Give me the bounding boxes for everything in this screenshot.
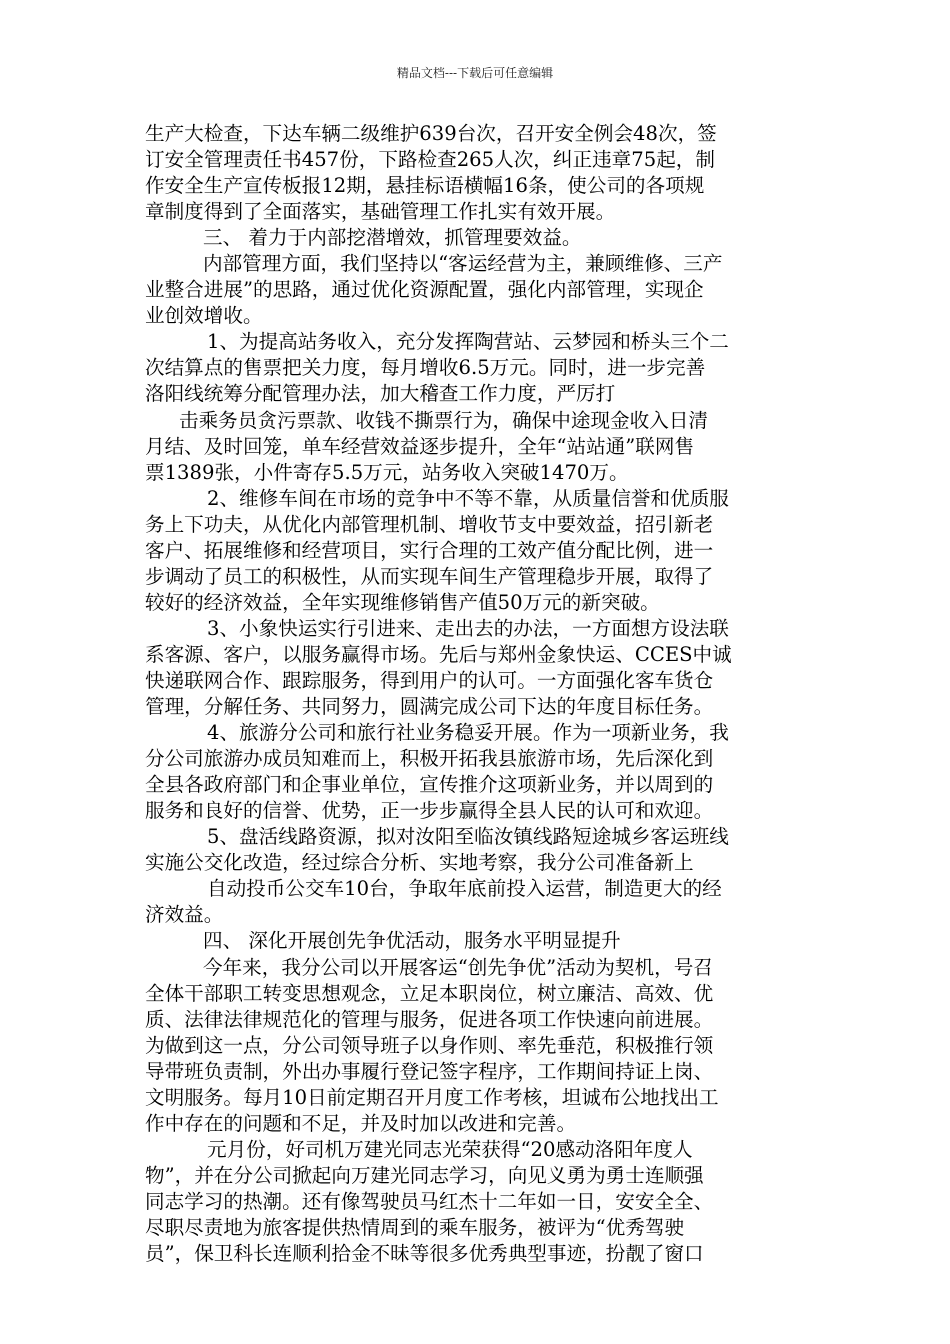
document-body (145, 121, 810, 1267)
text-line: 济效益。 (145, 903, 224, 927)
text-line: 元月份，好司机万建光同志光荣获得“20感动洛阳年度人 (207, 1137, 693, 1161)
text-line: 1、为提高站务收入，充分发挥陶营站、云梦园和桥头三个二 (207, 330, 729, 354)
text-line: 生产大检查，下达车辆二级维护639台次，召开安全例会48次，签 (145, 122, 717, 145)
text-line: 物”，并在分公司掀起向万建光同志学习，向见义勇为勇士连顺强 (145, 1163, 704, 1187)
text-line: 员”，保卫科长连顺利拾金不昧等很多优秀典型事迹，扮靓了窗口 (145, 1242, 704, 1266)
text-line: 同志学习的热潮。还有像驾驶员马红杰十二年如一日，安安全全、 (145, 1189, 714, 1213)
text-line: 质、法律法律规范化的管理与服务，促进各项工作快速向前进展。 (145, 1007, 714, 1031)
text-line: 尽职尽责地为旅客提供热情周到的乘车服务，被评为“优秀驾驶 (145, 1215, 685, 1239)
text-line: 今年来，我分公司以开展客运“创先争优”活动为契机，号召 (203, 955, 713, 979)
text-line: 次结算点的售票把关力度，每月增收6.5万元。同时，进一步完善 (145, 356, 706, 380)
text-line: 客户、拓展维修和经营项目，实行合理的工效产值分配比例，进一 (145, 538, 714, 562)
text-line: 月结、及时回笼，单车经营效益逐步提升，全年“站站通”联网售 (145, 434, 695, 458)
section-heading: 三、 着力于内部挖潜增效，抓管理要效益。 (203, 226, 582, 250)
text-line: 业创效增收。 (145, 304, 263, 328)
text-line: 票1389张，小件寄存5.5万元，站务收入突破1470万。 (145, 460, 629, 484)
text-line: 业整合进展”的思路，通过优化资源配置，强化内部管理，实现企 (145, 278, 704, 302)
text-line: 作安全生产宣传板报12期，悬挂标语横幅16条，使公司的各项规 (145, 174, 705, 198)
text-line: 内部管理方面，我们坚持以“客运经营为主，兼顾维修、三产 (203, 252, 723, 276)
text-line: 洛阳线统筹分配管理办法，加大稽查工作力度，严厉打 (145, 382, 616, 406)
text-line: 全体干部职工转变思想观念，立足本职岗位，树立廉洁、高效、优 (145, 981, 714, 1005)
text-line: 为做到这一点，分公司领导班子以身作则、率先垂范，积极推行领 (145, 1033, 714, 1057)
text-line: 分公司旅游办成员知难而上，积极开拓我县旅游市场，先后深化到 (145, 747, 714, 771)
text-line: 3、小象快运实行引进来、走出去的办法，一方面想方设法联 (207, 616, 729, 640)
text-line: 章制度得到了全面落实，基础管理工作扎实有效开展。 (145, 200, 616, 224)
page-header: 精品文档---下载后可任意编辑 (396, 66, 554, 80)
text-line: 系客源、客户，以服务赢得市场。先后与郑州金象快运、CCES中诚 (145, 642, 732, 666)
text-line: 务上下功夫，从优化内部管理机制、增收节支中要效益，招引新老 (145, 512, 714, 536)
text-line: 服务和良好的信誉、优势，正一步步赢得全县人民的认可和欢迎。 (145, 799, 714, 823)
text-line: 快递联网合作、跟踪服务，得到用户的认可。一方面强化客车货仓 (145, 668, 714, 692)
text-line: 4、旅游分公司和旅行社业务稳妥开展。作为一项新业务，我 (207, 721, 729, 745)
text-line: 管理，分解任务、共同努力，圆满完成公司下达的年度目标任务。 (145, 695, 714, 719)
text-line: 自动投币公交车10台，争取年底前投入运营，制造更大的经 (207, 877, 722, 901)
text-line: 实施公交化改造，经过综合分析、实地考察，我分公司准备新上 (145, 851, 694, 875)
text-line: 2、维修车间在市场的竞争中不等不靠，从质量信誉和优质服 (207, 486, 729, 510)
text-line: 较好的经济效益，全年实现维修销售产值50万元的新突破。 (145, 590, 660, 614)
text-line: 全县各政府部门和企事业单位，宣传推介这项新业务，并以周到的 (145, 773, 714, 797)
text-line: 步调动了员工的积极性，从而实现车间生产管理稳步开展，取得了 (145, 564, 714, 588)
text-line: 击乘务员贪污票款、收钱不撕票行为，确保中途现金收入日清 (179, 408, 709, 432)
text-line: 作中存在的问题和不足，并及时加以改进和完善。 (145, 1111, 577, 1135)
text-line: 5、盘活线路资源，拟对汝阳至临汝镇线路短途城乡客运班线 (207, 825, 729, 849)
text-line: 订安全管理责任书457份，下路检查265人次，纠正违章75起，制 (145, 148, 715, 172)
text-line: 导带班负责制，外出办事履行登记签字程序，工作期间持证上岗、 (145, 1059, 714, 1083)
section-heading: 四、 深化开展创先争优活动，服务水平明显提升 (203, 929, 621, 953)
text-line: 文明服务。每月10日前定期召开月度工作考核，坦诚布公地找出工 (145, 1085, 719, 1109)
